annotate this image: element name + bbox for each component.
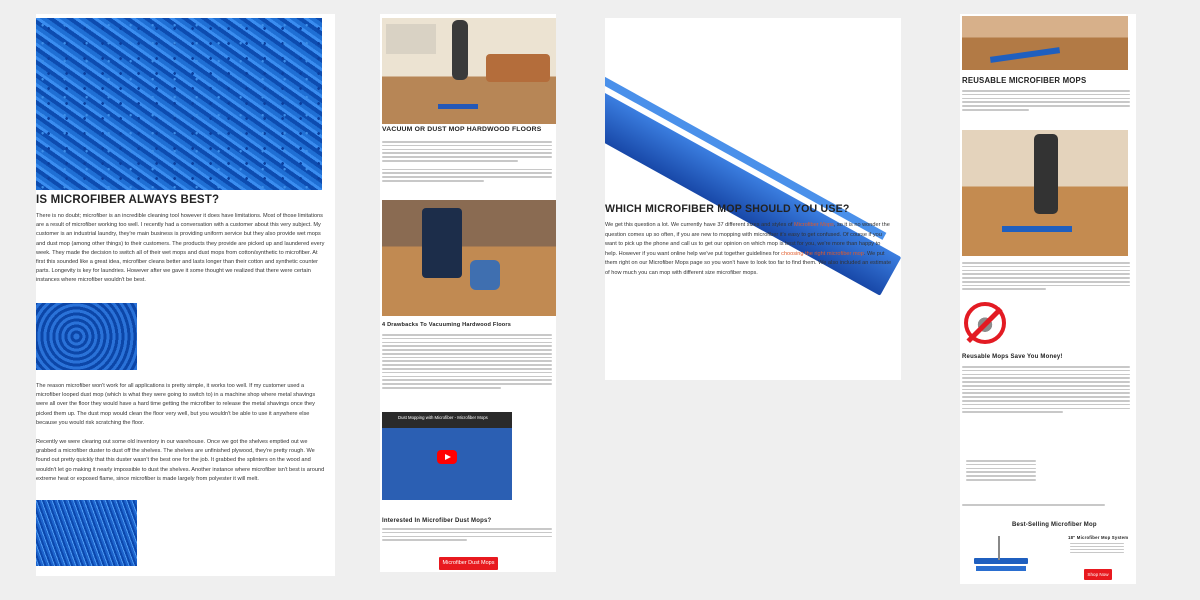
text-part-a: We get this question a lot. We currently have 37 different sizes and styles of xyxy=(605,222,795,228)
heading-which-microfiber-mop: WHICH MICROFIBER MOP SHOULD YOU USE? xyxy=(605,203,850,215)
no-trash-can-icon xyxy=(964,302,1006,344)
drawbacks-list xyxy=(382,334,552,391)
paragraph-1: There is no doubt; microfiber is an incredible cleaning tool however it does have limitations. Most of those limitations are a result of microfiber working too well. I recently had a conversation with a customer about this very subject. My customer is an industrial laundry, they're main business is providing uniform service but they also provide wet mops and dust mop (among other things) to their customers. The products they provide are picked up and laundered every week. They made the decision to switch all of their wet mops and dust mops from cotton/synthetic to microfiber. At first this sounded like a great idea, microfiber cleans better and lasts longer than their cotton and synthetic counter parts. Longevity is key for laundries. However after we gave it some thought we realized that there were certain instances where microfiber wouldn't be best. xyxy=(36,213,325,284)
play-icon[interactable] xyxy=(437,450,457,464)
heading-4-drawbacks: 4 Drawbacks To Vacuuming Hardwood Floors xyxy=(382,322,512,328)
closing-line xyxy=(962,504,1130,508)
heading-best-selling: Best-Selling Microfiber Mop xyxy=(1012,522,1097,528)
text-part-b: , so it is no wonder the question comes up so often, if you are new to mopping with microfiber it's easy to get confused. Of course if you want to pick up the phone and call us to get our opinion on which mop is best for you, we're more than happy to help. However if you want online help we've put together guidelines for xyxy=(605,222,890,257)
video-title: Dust Mopping with Microfiber - Microfiber Mops xyxy=(398,415,488,420)
looped-microfiber-image xyxy=(36,303,137,370)
heading-is-microfiber-always-best: IS MICROFIBER ALWAYS BEST? xyxy=(36,194,220,206)
person-mopping-hardwood-image xyxy=(962,130,1128,256)
product-name: 18" Microfiber Mop System xyxy=(1068,535,1129,540)
heading-reusable-microfiber-mops: REUSABLE MICROFIBER MOPS xyxy=(962,76,1087,85)
intro-paragraphs xyxy=(382,141,552,184)
vacuum-on-hardwood-image xyxy=(382,200,556,316)
cta-paragraph xyxy=(382,528,552,543)
microfiber-mops-link[interactable]: Microfiber Mops xyxy=(794,222,834,228)
blue-microfiber-mop-pad-image xyxy=(629,18,901,198)
shop-now-button[interactable]: Shop Now xyxy=(1084,569,1112,580)
text-part-c: . We put them right on our Microfiber Mops page so you won't have to look too far to find them. We also included an estimate of how much you can mop with different size microfiber mops. xyxy=(605,250,892,276)
heading-reusable-save-money: Reusable Mops Save You Money! xyxy=(962,354,1063,360)
paragraph-3: Recently we were clearing out some old inventory in our warehouse. Once we got the shelves emptied out we grabbed a microfiber duster to dust off the shelves. The shelves are unfinished plywood, they're pretty rough. We found out pretty quickly that this duster wasn't the best one for the job. It grabbed the splinters on the wood and wouldn't let go making it nearly impossible to dust the shelves. Another instance where microfiber isn't best is around extreme heat or exposed flame, since microfiber is made largely from polyester it will melt. xyxy=(36,439,325,482)
microfiber-strands-image xyxy=(36,500,137,566)
paragraph-which-mop xyxy=(605,221,892,279)
microfiber-dust-mops-button[interactable]: Microfiber Dust Mops xyxy=(439,557,498,570)
article-panel-vacuum-or-dust-mop xyxy=(380,14,556,572)
mop-on-floor-top-image xyxy=(962,16,1128,70)
blue-microfiber-closeup-image xyxy=(36,18,322,190)
article-panel-reusable-mops xyxy=(960,14,1136,584)
cost-paragraph xyxy=(962,262,1130,292)
heading-vacuum-or-dust-mop: VACUUM OR DUST MOP HARDWOOD FLOORS xyxy=(382,126,542,133)
savings-paragraph xyxy=(962,366,1130,415)
reusable-paragraph xyxy=(962,90,1130,113)
product-features xyxy=(1070,543,1124,555)
youtube-video-embed[interactable] xyxy=(382,412,512,500)
woman-dust-mopping-living-room-image xyxy=(382,18,556,124)
article-panel-which-mop xyxy=(605,18,901,380)
paragraph-2: The reason microfiber won't work for all applications is pretty simple, it works too well. If my customer used a microfiber looped dust mop (which is what they were going to switch to) in a machine shop where metal shavings were all over the floor they would have a hard time getting the microfiber to release the metal shavings once they picked them up. The dust mop would clean the floor very well, but you wouldn't be able to use it anywhere else because you would risk scratching the floor. xyxy=(36,383,316,426)
article-panel-microfiber-best xyxy=(36,14,335,576)
heading-interested-in-dust-mops: Interested In Microfiber Dust Mops? xyxy=(382,518,492,524)
choosing-mop-link[interactable]: choosing the right microfiber mop xyxy=(781,250,864,257)
savings-bullet-list xyxy=(966,460,1036,483)
product-image xyxy=(968,536,1032,572)
